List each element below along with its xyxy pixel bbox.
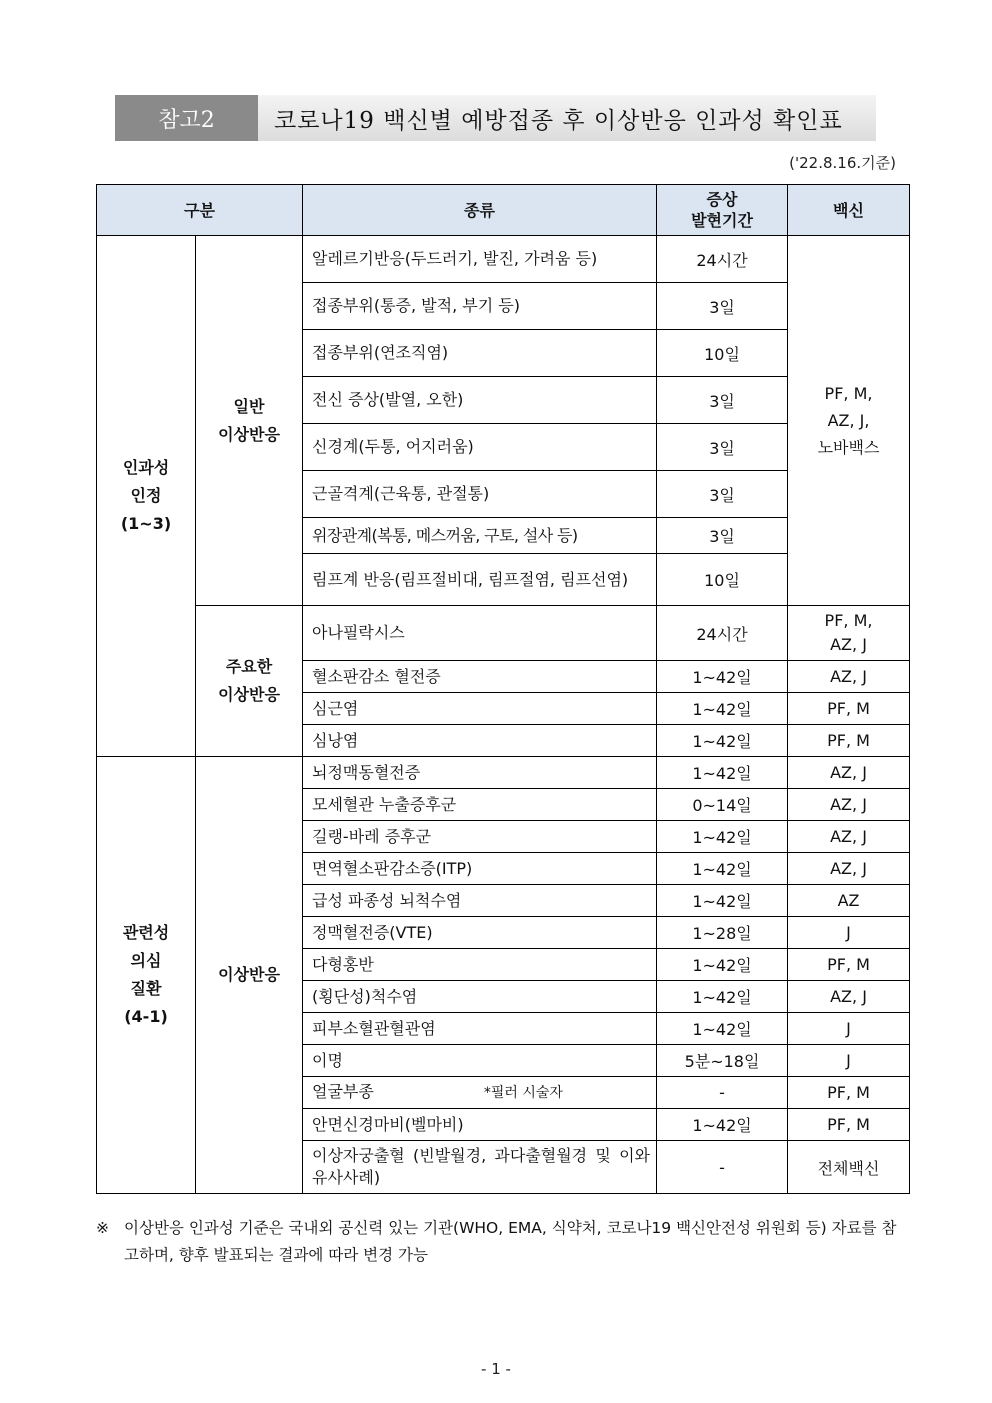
filler-note: *필러 시술자 — [483, 1085, 563, 1101]
vaccine-cell: AZ, J — [788, 661, 910, 693]
type-cell: 길랭-바레 증후군 — [303, 821, 657, 853]
onset-cell: - — [657, 1077, 788, 1109]
onset-cell: 1~42일 — [657, 885, 788, 917]
vaccine-cell: PF, M — [788, 693, 910, 725]
table-row — [97, 236, 910, 283]
type-cell: 이상자궁출혈 (빈발월경, 과다출혈월경 및 이와 유사사례) — [303, 1141, 657, 1194]
onset-cell: 1~42일 — [657, 661, 788, 693]
footnote-mark: ※ — [96, 1219, 109, 1237]
type-cell: (횡단성)척수염 — [303, 981, 657, 1013]
type-cell: 위장관계(복통, 메스꺼움, 구토, 설사 등) — [303, 518, 657, 554]
vaccine-cell: PF, M — [788, 1109, 910, 1141]
header-onset: 증상 발현기간 — [657, 185, 788, 236]
type-cell: 뇌정맥동혈전증 — [303, 757, 657, 789]
header-category: 구분 — [97, 185, 303, 236]
onset-cell: 24시간 — [657, 236, 788, 283]
table-row — [97, 606, 910, 661]
onset-cell: 1~42일 — [657, 981, 788, 1013]
type-cell: 근골격계(근육통, 관절통) — [303, 471, 657, 518]
onset-cell: 1~42일 — [657, 1109, 788, 1141]
type-cell: 급성 파종성 뇌척수염 — [303, 885, 657, 917]
onset-cell: 1~42일 — [657, 757, 788, 789]
page-number: - 1 - — [481, 1360, 511, 1378]
vaccine-cell: PF, M — [788, 725, 910, 757]
vaccine-cell: AZ — [788, 885, 910, 917]
type-cell: 혈소판감소 혈전증 — [303, 661, 657, 693]
type-cell: 정맥혈전증(VTE) — [303, 917, 657, 949]
type-cell — [303, 1077, 657, 1109]
vaccine-cell: AZ, J — [788, 821, 910, 853]
vaccine-cell: AZ, J — [788, 789, 910, 821]
document-title: 코로나19 백신별 예방접종 후 이상반응 인과성 확인표 — [258, 95, 876, 141]
date-note: ('22.8.16.기준) — [789, 154, 896, 172]
table-row — [97, 757, 910, 789]
onset-cell: 3일 — [657, 283, 788, 330]
group-causality-confirmed: 인과성 인정 (1~3) — [97, 236, 196, 757]
onset-cell: 3일 — [657, 377, 788, 424]
vaccine-cell: AZ, J — [788, 981, 910, 1013]
type-cell: 심낭염 — [303, 725, 657, 757]
type-cell: 아나필락시스 — [303, 606, 657, 661]
causality-table — [96, 184, 910, 1194]
vaccine-cell: PF, M, AZ, J — [788, 606, 910, 661]
onset-cell: 1~28일 — [657, 917, 788, 949]
reference-tag: 참고2 — [115, 95, 258, 141]
type-cell: 모세혈관 누출증후군 — [303, 789, 657, 821]
header-vaccine: 백신 — [788, 185, 910, 236]
onset-cell: 3일 — [657, 471, 788, 518]
type-cell: 전신 증상(발열, 오한) — [303, 377, 657, 424]
vaccine-cell: J — [788, 917, 910, 949]
type-cell: 신경계(두통, 어지러움) — [303, 424, 657, 471]
type-cell: 다형홍반 — [303, 949, 657, 981]
type-text: 얼굴부종 — [312, 1082, 374, 1101]
type-cell: 피부소혈관혈관염 — [303, 1013, 657, 1045]
type-cell: 림프계 반응(림프절비대, 림프절염, 림프선염) — [303, 554, 657, 606]
title-bar — [115, 95, 876, 141]
type-cell: 이명 — [303, 1045, 657, 1077]
vaccine-cell: AZ, J — [788, 757, 910, 789]
type-cell: 안면신경마비(벨마비) — [303, 1109, 657, 1141]
vaccine-cell: PF, M, AZ, J, 노바백스 — [788, 236, 910, 606]
onset-cell: 3일 — [657, 518, 788, 554]
table-header-row — [97, 185, 910, 236]
subgroup-general-reactions: 일반 이상반응 — [196, 236, 303, 606]
vaccine-cell: AZ, J — [788, 853, 910, 885]
onset-cell: 1~42일 — [657, 1013, 788, 1045]
onset-cell: 5분~18일 — [657, 1045, 788, 1077]
type-cell: 심근염 — [303, 693, 657, 725]
onset-cell: 24시간 — [657, 606, 788, 661]
onset-cell: - — [657, 1141, 788, 1194]
onset-cell: 1~42일 — [657, 725, 788, 757]
onset-cell: 10일 — [657, 554, 788, 606]
footnote-text: 이상반응 인과성 기준은 국내외 공신력 있는 기관(WHO, EMA, 식약처, 코로나19 백신안전성 위원회 등) 자료를 참고하며, 향후 발표되는 결과에 따라 변경 가능 — [124, 1219, 897, 1264]
onset-cell: 1~42일 — [657, 821, 788, 853]
onset-cell: 1~42일 — [657, 853, 788, 885]
type-cell: 접종부위(연조직염) — [303, 330, 657, 377]
header-type: 종류 — [303, 185, 657, 236]
onset-cell: 0~14일 — [657, 789, 788, 821]
footnote — [96, 1215, 906, 1269]
subgroup-adverse-reactions: 이상반응 — [196, 757, 303, 1194]
subgroup-major-reactions: 주요한 이상반응 — [196, 606, 303, 757]
type-cell: 접종부위(통증, 발적, 부기 등) — [303, 283, 657, 330]
onset-cell: 1~42일 — [657, 949, 788, 981]
vaccine-cell: J — [788, 1045, 910, 1077]
vaccine-cell: PF, M — [788, 1077, 910, 1109]
type-cell: 알레르기반응(두드러기, 발진, 가려움 등) — [303, 236, 657, 283]
vaccine-cell: PF, M — [788, 949, 910, 981]
onset-cell: 1~42일 — [657, 693, 788, 725]
onset-cell: 10일 — [657, 330, 788, 377]
vaccine-cell: J — [788, 1013, 910, 1045]
onset-cell: 3일 — [657, 424, 788, 471]
group-suspected-diseases: 관련성 의심 질환 (4-1) — [97, 757, 196, 1194]
vaccine-cell: 전체백신 — [788, 1141, 910, 1194]
type-cell: 면역혈소판감소증(ITP) — [303, 853, 657, 885]
